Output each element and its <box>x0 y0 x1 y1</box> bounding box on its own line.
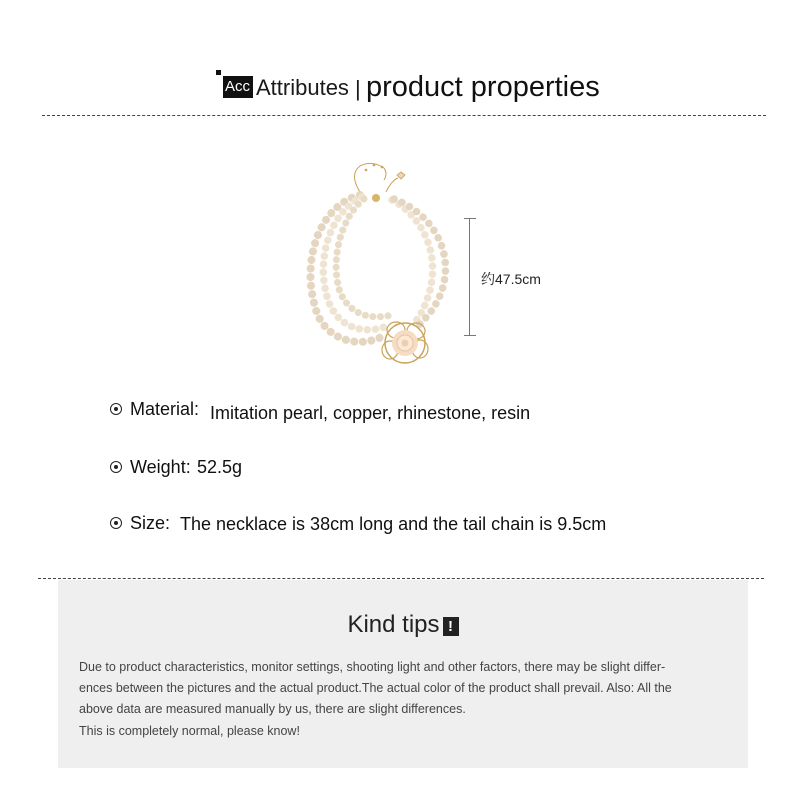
header-square-icon <box>216 70 221 75</box>
chain-link <box>373 164 376 167</box>
tip-line: ences between the pictures and the actual product.The actual color of the product shall prevail. Also: All the <box>79 681 672 695</box>
tip-line: This is completely normal, please know! <box>79 724 300 738</box>
attribute-value: 52.5g <box>197 457 243 477</box>
tip-line: Due to product characteristics, monitor settings, shooting light and other factors, there may be slight differ- <box>79 660 666 674</box>
product-image <box>280 150 470 380</box>
divider-top <box>42 115 766 116</box>
attribute-value: Imitation pearl, copper, rhinestone, resin <box>210 403 531 423</box>
camellia-flower <box>382 322 428 363</box>
tips-title: Kind tips <box>347 611 440 638</box>
clasp <box>372 194 380 202</box>
page-title: product properties <box>366 71 600 103</box>
attribute-label: Weight: <box>130 457 191 477</box>
header-separator: | <box>355 76 361 101</box>
header-badge: Acc <box>223 76 253 98</box>
chain-link <box>381 166 384 169</box>
tips-heading <box>58 610 748 640</box>
attribute-row-weight <box>110 456 243 482</box>
tip-line: above data are measured manually by us, there are slight differences. <box>79 702 466 716</box>
attribute-label: Material: <box>130 399 200 419</box>
attribute-value: The necklace is 38cm long and the tail chain is 9.5cm <box>180 514 607 534</box>
bullet-icon <box>110 403 122 415</box>
chain-link <box>365 169 368 172</box>
dimension-label: 约47.5cm <box>481 271 541 287</box>
attribute-label: Size: <box>130 513 171 533</box>
attribute-row-size <box>110 512 607 538</box>
bullet-icon <box>110 461 122 473</box>
section-header <box>0 60 800 120</box>
heart-charm <box>397 172 405 179</box>
dimension-marker <box>462 218 478 336</box>
extender-chain <box>354 163 398 195</box>
attribute-row-material <box>110 398 531 424</box>
divider-middle <box>38 578 764 579</box>
tips-panel <box>58 580 748 768</box>
pearl-strands <box>310 195 445 342</box>
header-attributes-label: Attributes <box>256 75 349 100</box>
bullet-icon <box>110 517 122 529</box>
exclamation-icon: ! <box>443 617 459 636</box>
